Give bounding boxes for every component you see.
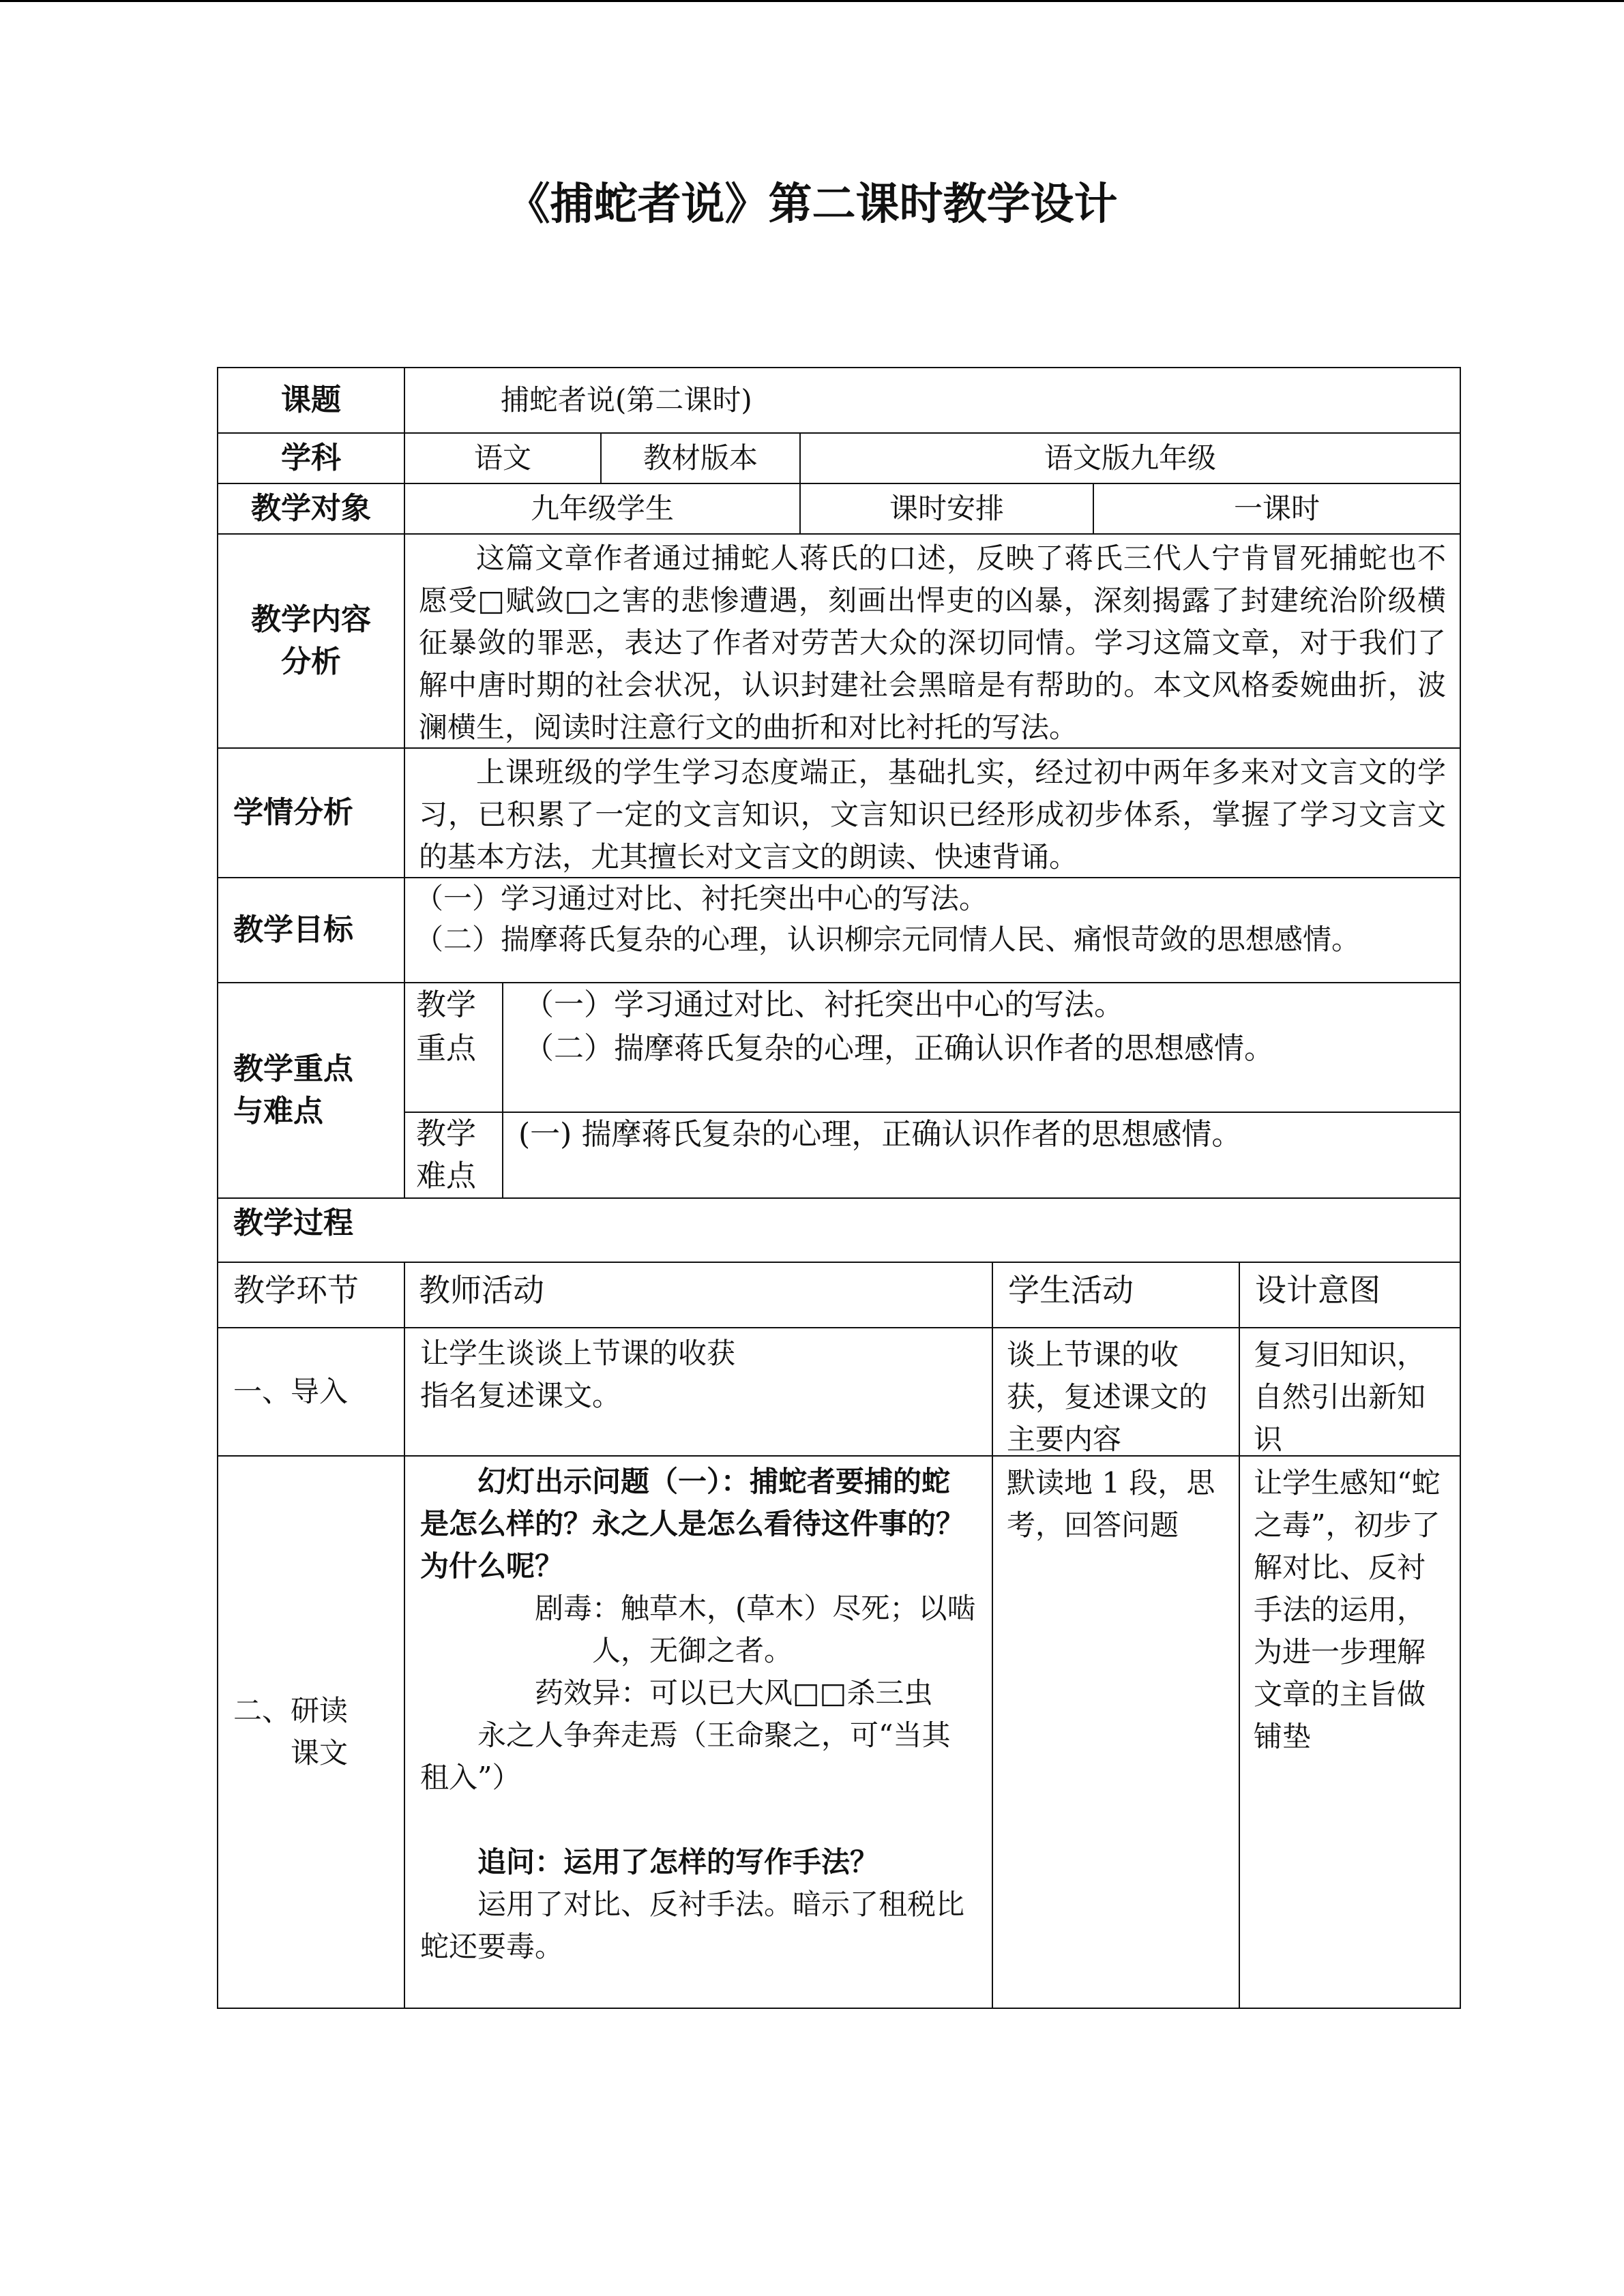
focus-item: （一）学习通过对比、衬托突出中心的写法。: [524, 987, 1124, 1022]
difficulty-label: 教学 难点: [404, 1112, 503, 1199]
topic-label: 课题: [217, 367, 405, 434]
student-analysis-label: 学情分析: [217, 747, 405, 878]
process-heading: 教学过程: [217, 1197, 1461, 1263]
objectives-label: 教学目标: [217, 877, 405, 983]
row2-student: 默读地 1 段，思考，回答问题: [992, 1455, 1240, 2009]
objective-item: （二）揣摩蒋氏复杂的心理，认识柳宗元同情人民、痛恨苛敛的思想感情。: [415, 923, 1361, 956]
col-header-student: 学生活动: [992, 1262, 1240, 1328]
row1-intent: 复习旧知识，自然引出新知识: [1239, 1327, 1461, 1457]
col-header-teacher: 教师活动: [404, 1262, 993, 1328]
col-header-stage: 教学环节: [217, 1262, 405, 1328]
content-analysis-text: 这篇文章作者通过捕蛇人蒋氏的口述，反映了蒋氏三代人宁肯冒死捕蛇也不愿受□赋敛□之害的悲惨遭遇，刻画出悍吏的凶暴，深刻揭露了封建统治阶级横征暴敛的罪恶，表达了作者对劳苦大众的深切同情。学习这篇文章，对于我们了解中唐时期的社会状况，认识封建社会黑暗是有帮助的。本文风格委婉曲折，波澜横生，阅读时注意行文的曲折和对比衬托的写法。: [404, 533, 1461, 749]
audience-value: 九年级学生: [404, 483, 801, 535]
objectives-list: [404, 877, 1461, 983]
row1-student: 谈上节课的收获，复述课文的主要内容: [992, 1327, 1240, 1457]
topic-value: 捕蛇者说(第二课时): [404, 367, 1461, 434]
row2-intent: 让学生感知“蛇之毒”，初步了解对比、反衬手法的运用，为进一步理解文章的主旨做铺垫: [1239, 1455, 1461, 2009]
focus-list: [502, 982, 1461, 1113]
objective-item: （一）学习通过对比、衬托突出中心的写法。: [415, 882, 988, 915]
row1-teacher: 让学生谈谈上节课的收获 指名复述课文。: [404, 1327, 993, 1457]
schedule-value: 一课时: [1093, 483, 1461, 535]
content-analysis-label: 教学内容 分析: [217, 533, 405, 749]
schedule-label: 课时安排: [799, 483, 1094, 535]
top-border-line: [0, 0, 1624, 2]
page-title: 《捕蛇者说》第二课时教学设计: [506, 179, 1118, 230]
subject-label: 学科: [217, 432, 405, 484]
key-points-label: 教学重点 与难点: [217, 982, 405, 1199]
row2-teacher: 幻灯出示问题（一）：捕蛇者要捕的蛇是怎么样的？永之人是怎么看待这件事的？为什么呢？ 剧毒：触草木，(草木）尽死；以啮 人，无御之者。 药效异：可以已大风□□杀三虫 永之人争奔走焉（王命聚之，可“当其租入”） 追问：运用了怎样的写作手法？ 运用了对比、反衬手法。暗示了租税比蛇还要毒。: [404, 1455, 993, 2009]
col-header-intent: 设计意图: [1239, 1262, 1461, 1328]
question-1: 幻灯出示问题（一）：捕蛇者要捕的蛇是怎么样的？永之人是怎么看待这件事的？为什么呢？: [420, 1465, 965, 1583]
subject-value: 语文: [404, 432, 602, 484]
difficulty-list: [502, 1112, 1461, 1199]
row1-stage: 一、导入: [217, 1327, 405, 1457]
question-2: 追问：运用了怎样的写作手法？: [477, 1845, 879, 1879]
audience-label: 教学对象: [217, 483, 405, 535]
focus-label: 教学 重点: [404, 982, 503, 1113]
student-analysis-text: 上课班级的学生学习态度端正，基础扎实，经过初中两年多来对文言文的学习，已积累了一定的文言知识，文言知识已经形成初步体系，掌握了学习文言文的基本方法，尤其擅长对文言文的朗读、快速背诵。: [404, 747, 1461, 878]
row2-stage: 二、研读 课文: [217, 1455, 405, 2009]
difficulty-item: (一) 揣摩蒋氏复杂的心理，正确认识作者的思想感情。: [518, 1117, 1242, 1152]
textbook-label: 教材版本: [600, 432, 801, 484]
textbook-value: 语文版九年级: [799, 432, 1461, 484]
focus-item: （二）揣摩蒋氏复杂的心理，正确认识作者的思想感情。: [524, 1031, 1274, 1066]
